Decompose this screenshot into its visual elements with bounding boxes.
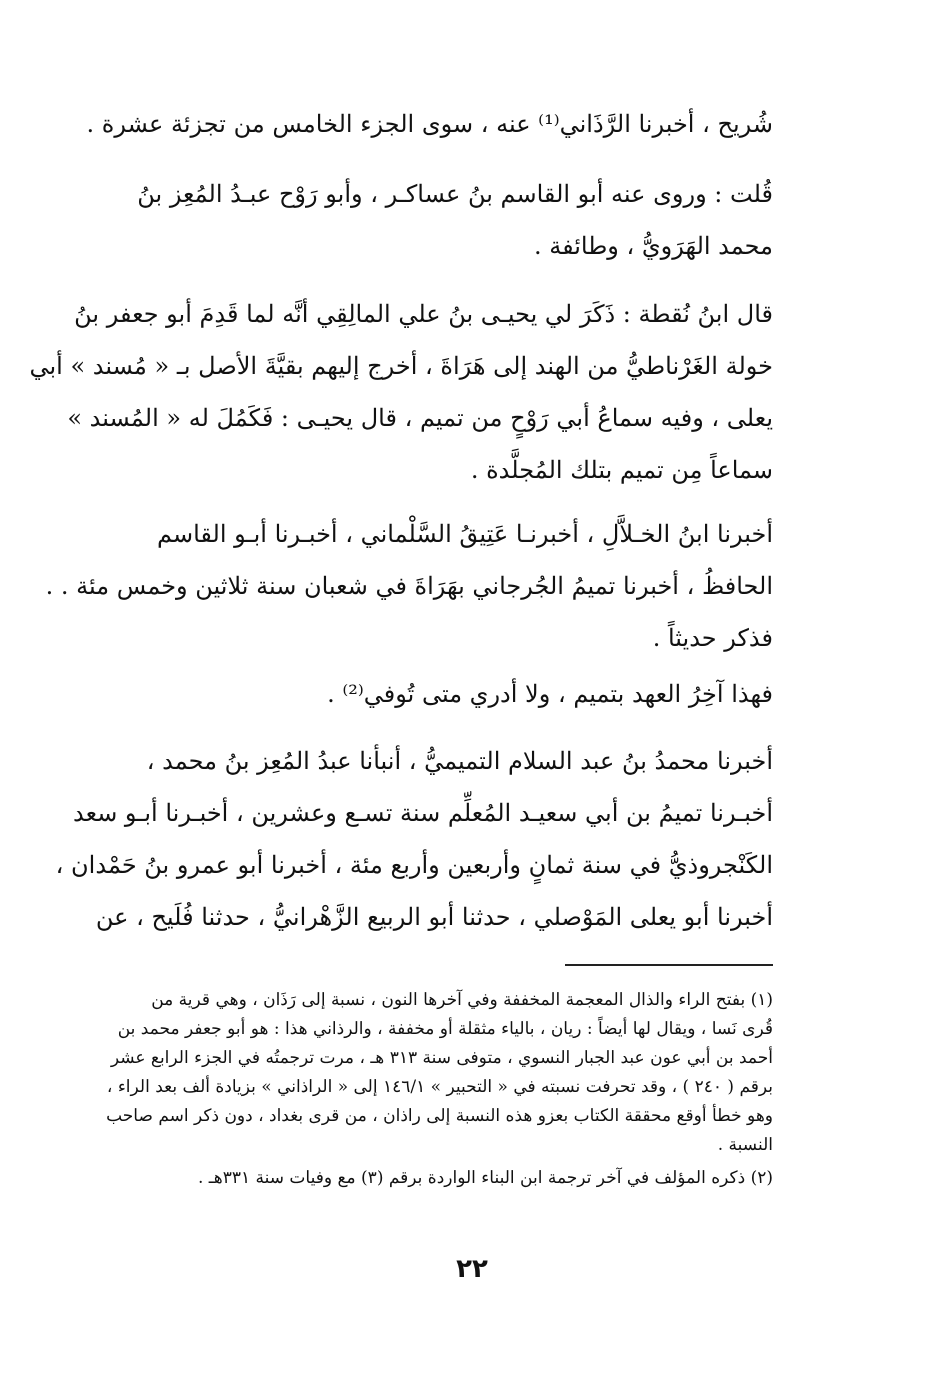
text-line: قال ابنُ نُقطة : ذَكَرَ لي يحيـى بنُ علي المالِقِي أنَّه لما قَدِمَ أبو جعفر بنُ bbox=[74, 300, 773, 328]
paragraph-6 bbox=[55, 735, 773, 943]
text-line: فذكر حديثاً . bbox=[652, 624, 773, 652]
text-line: أخبـرنا تميمُ بن أبي سعيـد المُعلِّم سنة تسـع وعشرين ، أخبـرنا أبـو سعد bbox=[73, 799, 773, 827]
text-line: أخبرنا أبو يعلى المَوْصلي ، حدثنا أبو الربيع الزَّهْرانيُّ ، حدثنا فُلَيح ، عن bbox=[95, 903, 773, 931]
footnote-divider bbox=[565, 964, 773, 966]
text-line: الحافظُ ، أخبرنا تميمُ الجُرجاني بهَرَاةَ في شعبان سنة ثلاثين وخمس مئة . . bbox=[45, 572, 773, 600]
paragraph-4 bbox=[45, 508, 773, 664]
footnote-line: النسبة . bbox=[717, 1135, 773, 1155]
paragraph-5 bbox=[105, 668, 773, 720]
text-line: أخبرنا محمدُ بنُ عبد السلام التميميُّ ، أنبأنا عبدُ المُعِز بنُ محمد ، bbox=[146, 747, 773, 775]
text-line: أخبرنا ابنُ الخـلاَّلِ ، أخبرنـا عَتِيقُ السَّلْماني ، أخبـرنا أبـو القاسم bbox=[157, 520, 773, 548]
text-line: شُريح ، أخبرنا الرَّذَاني⁽¹⁾ عنه ، سوى الجزء الخامس من تجزئة عشرة . bbox=[86, 110, 773, 138]
text-line: فهذا آخِرُ العهد بتميم ، ولا أدري متى تُوفي⁽²⁾ . bbox=[327, 680, 773, 708]
footnote-2 bbox=[105, 1164, 773, 1193]
paragraph-3 bbox=[29, 288, 773, 496]
footnote-line: وهو خطأ أوقع محققة الكتاب بعزو هذه النسبة إلى راذان ، من قرى بغداد ، دون ذكر اسم صاحب bbox=[106, 1106, 773, 1126]
footnote-line: أحمد بن أبي عون عبد الجبار النسوي ، متوفى سنة ٣١٣ هـ ، مرت ترجمتُه في الجزء الرابع عشر bbox=[110, 1048, 773, 1068]
text-line: قُلت : وروى عنه أبو القاسم بنُ عساكـر ، وأبو رَوْح عبـدُ المُعِز بنُ bbox=[137, 180, 773, 208]
footnote-line: (٢) ذكره المؤلف في آخر ترجمة ابن البناء الواردة برقم (٣) مع وفيات سنة ٣٣١هـ . bbox=[197, 1168, 773, 1188]
page-number: ٢٢ bbox=[456, 1254, 488, 1284]
footnote-1 bbox=[105, 986, 773, 1160]
text-line: الكَنْجروذيُّ في سنة ثمانٍ وأربعين وأربع مئة ، أخبرنا أبو عمرو بنُ حَمْدان ، bbox=[55, 851, 773, 879]
text-line: محمد الهَرَويُّ ، وطائفة . bbox=[533, 232, 773, 260]
paragraph-1 bbox=[86, 98, 773, 150]
footnote-line: برقم ( ٢٤٠ ) ، وقد تحرفت نسبته في « التحبير » ١٤٦/١ إلى « الراذاني » بزيادة ألف بعد الراء ، bbox=[106, 1077, 773, 1097]
footnote-line: (١) بفتح الراء والذال المعجمة المخففة وفي آخرها النون ، نسبة إلى رَذَان ، وهي قرية من bbox=[151, 990, 773, 1010]
text-line: يعلى ، وفيه سماعُ أبي رَوْحٍ من تميم ، قال يحيـى : فَكَمُلَ له « المُسند » bbox=[67, 404, 773, 432]
text-line: سماعاً مِن تميم بتلك المُجلَّدة . bbox=[470, 456, 773, 484]
text-line: خولة الغَرْناطيُّ من الهند إلى هَرَاةَ ، أخرج إليهم بقيَّةَ الأصل بـ « مُسند » أبي bbox=[29, 352, 773, 380]
paragraph-2 bbox=[105, 168, 773, 272]
footnote-line: قُرى نَسا ، ويقال لها أيضاً : ريان ، بالياء مثقلة أو مخففة ، والرذاني هذا : هو أبو جعفر محمد بن bbox=[117, 1019, 773, 1039]
footnotes bbox=[105, 986, 773, 1193]
